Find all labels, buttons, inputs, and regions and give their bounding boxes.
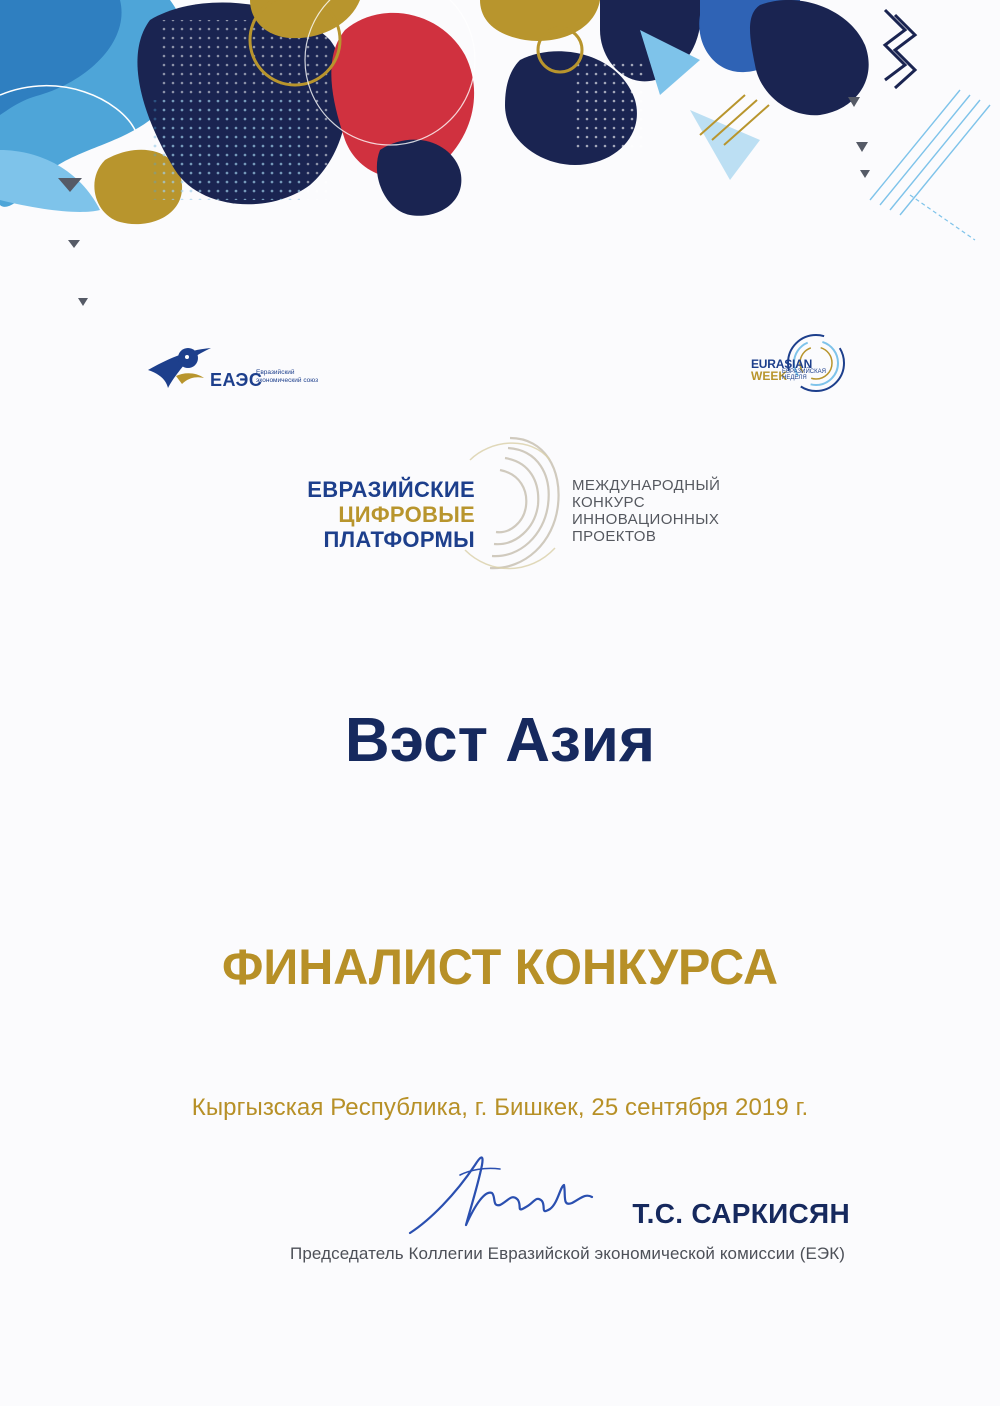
eaeu-full-name: Евразийский экономический союз <box>256 369 319 384</box>
eaeu-logo <box>146 330 346 400</box>
eurasian-week-week: WEEK <box>751 369 787 383</box>
event-title-line-3: ПЛАТФОРМЫ <box>323 527 475 552</box>
eurasian-week-title: EURASIAN <box>751 357 813 371</box>
eurasian-week-ru: ЕВРАЗИЙСКАЯ НЕДЕЛЯ <box>782 369 826 381</box>
place-and-date: Кыргызская Республика, г. Бишкек, 25 сентября 2019 г. <box>191 1094 809 1121</box>
decorative-banner <box>0 0 1000 330</box>
event-logo <box>270 430 770 580</box>
signer-name: Т.С. САРКИСЯН <box>632 1198 850 1229</box>
event-subtitle-line-3: ИННОВАЦИОННЫХ <box>572 511 720 528</box>
recipient-name: Вэст Азия <box>344 706 656 775</box>
eaeu-emblem-icon <box>146 330 216 392</box>
event-title-line-2: ЦИФРОВЫЕ <box>338 502 475 527</box>
signer-position: Председатель Коллегии Евразийской экономической комиссии (ЕЭК) <box>290 1244 845 1263</box>
eurasian-week-logo <box>744 330 854 396</box>
award-status: ФИНАЛИСТ КОНКУРСА <box>221 939 779 995</box>
eaeu-abbreviation: ЕАЭС <box>210 370 263 390</box>
event-subtitle-line-1: МЕЖДУНАРОДНЫЙ <box>572 477 721 494</box>
event-title-line-1: ЕВРАЗИЙСКИЕ <box>307 477 475 502</box>
event-subtitle-line-2: КОНКУРС <box>572 494 645 511</box>
event-subtitle-line-4: ПРОЕКТОВ <box>572 528 657 545</box>
signature-image <box>400 1145 620 1245</box>
